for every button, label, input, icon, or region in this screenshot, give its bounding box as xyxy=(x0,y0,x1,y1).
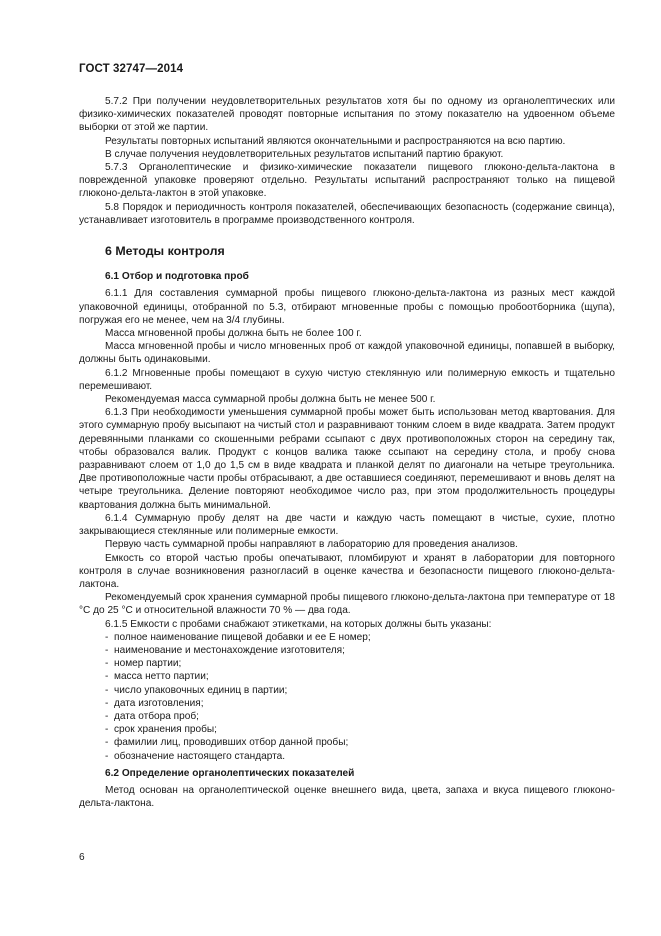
list-item: - дата отбора проб; xyxy=(105,710,199,722)
paragraph: Рекомендуемый срок хранения суммарной пробы пищевого глюконо-дельта-лактона при температуре от 18 °С до 25 °С и относительной влажности 70 % — два года. xyxy=(79,592,615,617)
list-item: - дата изготовления; xyxy=(105,697,204,709)
page-number: 6 xyxy=(79,852,85,863)
list-item: - фамилии лиц, проводивших отбор данной пробы; xyxy=(105,737,349,749)
dash-marker: - xyxy=(105,750,109,762)
list-item: - число упаковочных единиц в партии; xyxy=(105,684,288,696)
paragraph: Первую часть суммарной пробы направляют в лабораторию для проведения анализов. xyxy=(105,539,518,551)
subsection-6-1-heading: 6.1 Отбор и подготовка проб xyxy=(105,271,249,283)
paragraph: 6.1.4 Суммарную пробу делят на две части и каждую часть помещают в чистые, сухие, плотно закрывающиеся стеклянные или полимерные емкости. xyxy=(79,512,615,538)
paragraph: 6.1.5 Емкости с пробами снабжают этикетками, на которых должны быть указаны: xyxy=(105,618,492,630)
paragraph: В случае получения неудовлетворительных результатов испытаний партию бракуют. xyxy=(105,148,504,160)
paragraph: Рекомендуемая масса суммарной пробы должна быть не менее 500 г. xyxy=(105,394,436,406)
dash-marker: - xyxy=(105,644,109,656)
list-item: - срок хранения пробы; xyxy=(105,724,217,736)
list-item: - масса нетто партии; xyxy=(105,671,209,683)
paragraph: 5.7.3 Органолептические и физико-химические показатели пищевого глюконо-дельта-лактона в поврежденной упаковке проверяют отдельно. Результаты испытаний распространяют только на пищевой глюконо-дельта-лактон в этой упаковке. xyxy=(79,162,615,200)
dash-marker: - xyxy=(105,631,109,643)
dash-marker: - xyxy=(105,737,109,749)
document-code-header: ГОСТ 32747—2014 xyxy=(79,63,184,75)
label-requirements-list xyxy=(79,631,615,763)
paragraph: Масса мгновенной пробы и число мгновенных проб от каждой упаковочной единицы, попавшей в выборку, должны быть одинаковыми. xyxy=(79,341,615,366)
dash-marker: - xyxy=(105,710,109,722)
paragraph: Емкость со второй частью пробы опечатывают, пломбируют и хранят в лаборатории для повторного контроля в случае возникновения разногласий в оценке качества и безопасности пищевого глюконо-дельта-лактона. xyxy=(79,552,615,590)
dash-marker: - xyxy=(105,724,109,736)
paragraph: 5.7.2 При получении неудовлетворительных результатов хотя бы по одному из органолептических или физико-химических показателей проводят повторные испытания по этому показателю на удвоенном объеме выборки от этой же партии. xyxy=(79,96,615,134)
dash-marker: - xyxy=(105,684,109,696)
list-item: - полное наименование пищевой добавки и ее Е номер; xyxy=(105,631,371,643)
paragraph: 6.1.1 Для составления суммарной пробы пищевого глюконо-дельта-лактона из разных мест каждой упаковочной единицы, отобранной по 5.3, отбирают мгновенные пробы с помощью пробоотборника (щупа), погружая его не менее, чем на 3/4 глубины. xyxy=(79,288,615,326)
list-item: - наименование и местонахождение изготовителя; xyxy=(105,644,345,656)
paragraph: 5.8 Порядок и периодичность контроля показателей, обеспечивающих безопасность (содержание свинца), устанавливает изготовитель в программе производственного контроля. xyxy=(79,201,615,226)
section-6-heading: 6 Методы контроля xyxy=(105,244,225,259)
dash-marker: - xyxy=(105,658,109,670)
paragraph: Метод основан на органолептической оценке внешнего вида, цвета, запаха и вкуса пищевого глюконо-дельта-лактона. xyxy=(79,784,615,810)
dash-marker: - xyxy=(105,671,109,683)
paragraph: Масса мгновенной пробы должна быть не более 100 г. xyxy=(105,328,362,340)
paragraph: 6.1.2 Мгновенные пробы помещают в сухую чистую стеклянную или полимерную емкость и тщательно перемешивают. xyxy=(79,367,615,392)
paragraph: 6.1.3 При необходимости уменьшения суммарной пробы может быть использован метод квартования. Для этого суммарную пробу высыпают на чистый стол и разравнивают тонким слоем в виде квадрата. Затем продукт деревянными планками со скошенными ребрами ссыпают с двух противоположных сторон на середину так, чтобы образовался валик. Продукт с концов валика также ссыпают на середину стола, и пробу снова разравнивают слоем от 1,0 до 1,5 см в виде квадрата и планкой делят по диагонали на четыре треугольника. Две противоположные части пробы отбрасывают, а две оставшиеся соединяют, перемешивают и вновь делят на четыре треугольника. Деление повторяют необходимое число раз, при этом продолжительность процедуры квартования должна быть минимальной. xyxy=(79,407,615,511)
paragraph: Результаты повторных испытаний являются окончательными и распространяются на всю партию. xyxy=(105,135,566,147)
list-item: - номер партии; xyxy=(105,658,182,670)
document-body xyxy=(79,95,615,810)
list-item: - обозначение настоящего стандарта. xyxy=(105,750,286,762)
subsection-6-2-heading: 6.2 Определение органолептических показателей xyxy=(105,767,355,779)
dash-marker: - xyxy=(105,697,109,709)
